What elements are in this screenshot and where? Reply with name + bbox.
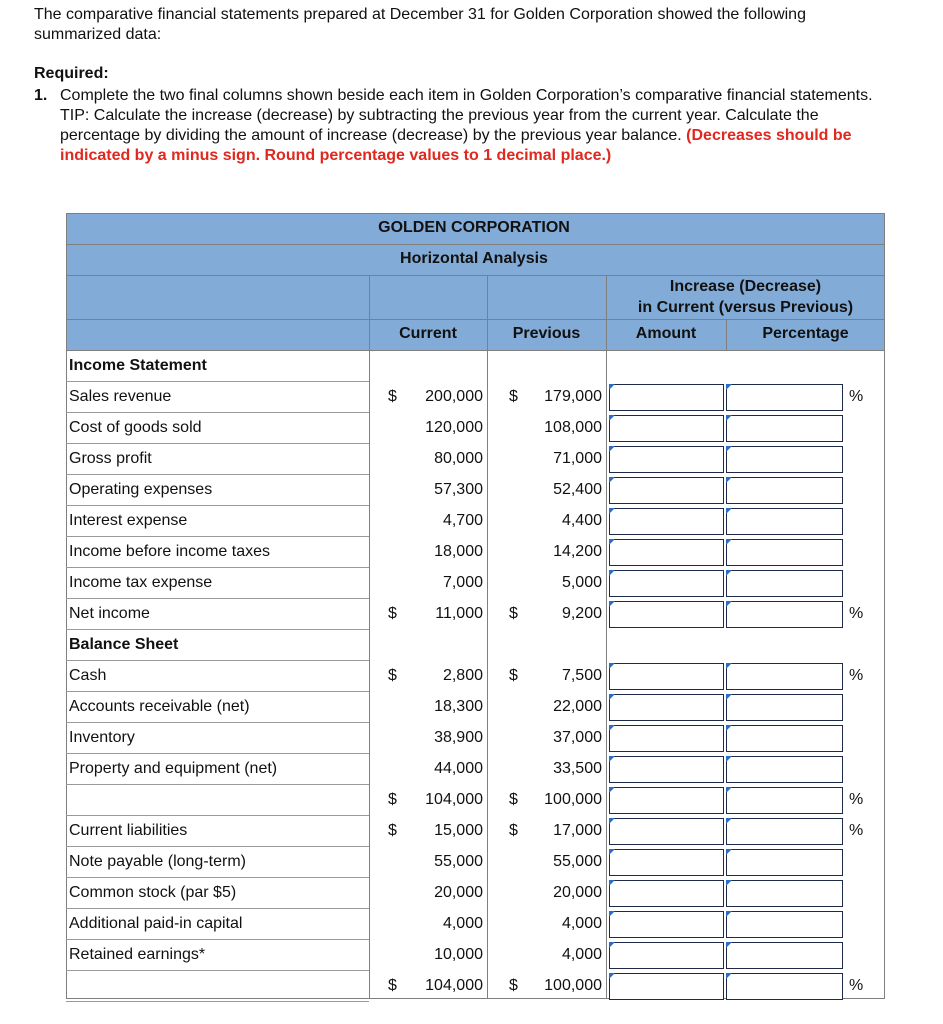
input-marker-icon	[726, 539, 732, 545]
section-row	[66, 351, 885, 382]
col-previous-header: Previous	[512, 325, 581, 342]
previous-value: 100,000	[544, 977, 602, 994]
current-value: 2,800	[442, 667, 483, 684]
table-row	[66, 816, 885, 847]
row-label: Operating expenses	[69, 481, 213, 498]
input-marker-icon	[726, 446, 732, 452]
table-row	[66, 847, 885, 878]
current-value: 44,000	[434, 760, 483, 777]
row-label: Note payable (long-term)	[69, 853, 246, 870]
amount-input[interactable]	[609, 570, 724, 597]
horizontal-analysis-table	[66, 213, 885, 999]
currency-symbol: $	[509, 667, 518, 684]
input-marker-icon	[726, 787, 732, 793]
required-instructions	[60, 86, 874, 166]
previous-value: 17,000	[553, 822, 602, 839]
percentage-input[interactable]	[726, 880, 843, 907]
current-value: 11,000	[435, 605, 483, 622]
table-row	[66, 537, 885, 568]
input-marker-icon	[726, 973, 732, 979]
amount-input[interactable]	[609, 725, 724, 752]
percent-sign: %	[849, 977, 864, 994]
input-marker-icon	[726, 849, 732, 855]
input-marker-icon	[726, 725, 732, 731]
input-marker-icon	[609, 446, 615, 452]
input-marker-icon	[726, 570, 732, 576]
current-value: 10,000	[434, 946, 483, 963]
previous-value: 5,000	[561, 574, 602, 591]
percentage-input[interactable]	[726, 477, 843, 504]
row-label: Income tax expense	[69, 574, 213, 591]
row-label: Cost of goods sold	[69, 419, 202, 436]
previous-value: 37,000	[553, 729, 602, 746]
section-row	[66, 630, 885, 661]
section-heading: Balance Sheet	[69, 636, 179, 653]
amount-input[interactable]	[609, 663, 724, 690]
required-number: 1.	[34, 87, 48, 104]
percentage-input[interactable]	[726, 601, 843, 628]
previous-value: 20,000	[553, 884, 602, 901]
current-value: 38,900	[434, 729, 483, 746]
input-marker-icon	[609, 663, 615, 669]
current-value: 55,000	[434, 853, 483, 870]
input-marker-icon	[726, 694, 732, 700]
input-marker-icon	[609, 756, 615, 762]
input-marker-icon	[609, 570, 615, 576]
currency-symbol: $	[509, 605, 518, 622]
header-divider	[66, 319, 885, 320]
percentage-input[interactable]	[726, 973, 843, 1000]
row-label: Current liabilities	[69, 822, 188, 839]
table-row	[66, 444, 885, 475]
row-label: Retained earnings*	[69, 946, 206, 963]
currency-symbol: $	[388, 791, 397, 808]
previous-value: 52,400	[553, 481, 602, 498]
percentage-input[interactable]	[726, 694, 843, 721]
row-label: Net income	[69, 605, 150, 622]
amount-input[interactable]	[609, 756, 724, 783]
input-marker-icon	[609, 849, 615, 855]
currency-symbol: $	[388, 667, 397, 684]
input-marker-icon	[726, 942, 732, 948]
percentage-input[interactable]	[726, 787, 843, 814]
currency-symbol: $	[388, 388, 397, 405]
previous-value: 100,000	[544, 791, 602, 808]
previous-value: 22,000	[553, 698, 602, 715]
required-item	[34, 86, 874, 166]
percent-sign: %	[849, 791, 864, 808]
current-value: 80,000	[434, 450, 483, 467]
percentage-input[interactable]	[726, 725, 843, 752]
previous-value: 33,500	[553, 760, 602, 777]
currency-symbol: $	[509, 822, 518, 839]
previous-value: 9,200	[561, 605, 602, 622]
percentage-input[interactable]	[726, 942, 843, 969]
input-marker-icon	[726, 508, 732, 514]
previous-value: 179,000	[544, 388, 602, 405]
input-marker-icon	[609, 818, 615, 824]
row-divider	[66, 1001, 369, 1002]
amount-input[interactable]	[609, 973, 724, 1000]
current-value: 20,000	[434, 884, 483, 901]
input-marker-icon	[609, 508, 615, 514]
percentage-input[interactable]	[726, 849, 843, 876]
current-value: 7,000	[442, 574, 483, 591]
amount-input[interactable]	[609, 942, 724, 969]
current-value: 57,300	[434, 481, 483, 498]
intro-text: The comparative financial statements prepared at December 31 for Golden Corporation showed the following summarized data:	[34, 6, 806, 43]
percent-sign: %	[849, 667, 864, 684]
current-value: 15,000	[434, 822, 483, 839]
percentage-input[interactable]	[726, 911, 843, 938]
amount-input[interactable]	[609, 911, 724, 938]
row-label: Cash	[69, 667, 107, 684]
input-marker-icon	[609, 384, 615, 390]
input-marker-icon	[609, 725, 615, 731]
col-amount-header: Amount	[635, 325, 697, 342]
previous-value: 7,500	[561, 667, 602, 684]
currency-symbol: $	[509, 977, 518, 994]
percentage-input[interactable]	[726, 415, 843, 442]
previous-value: 108,000	[544, 419, 602, 436]
table-row	[66, 723, 885, 754]
current-value: 120,000	[425, 419, 483, 436]
percentage-input[interactable]	[726, 446, 843, 473]
input-marker-icon	[609, 539, 615, 545]
percentage-input[interactable]	[726, 756, 843, 783]
table-row	[66, 475, 885, 506]
percent-sign: %	[849, 388, 864, 405]
previous-value: 55,000	[553, 853, 602, 870]
input-marker-icon	[726, 663, 732, 669]
row-label: Income before income taxes	[69, 543, 270, 560]
table-row	[66, 599, 885, 630]
row-label: Accounts receivable (net)	[69, 698, 250, 715]
analysis-title: Horizontal Analysis	[400, 250, 548, 267]
currency-symbol: $	[388, 977, 397, 994]
previous-value: 4,000	[561, 946, 602, 963]
current-value: 18,300	[434, 698, 483, 715]
previous-value: 71,000	[553, 450, 602, 467]
amount-input[interactable]	[609, 818, 724, 845]
currency-symbol: $	[388, 605, 397, 622]
currency-symbol: $	[388, 822, 397, 839]
table-row	[66, 754, 885, 785]
amount-input[interactable]	[609, 880, 724, 907]
row-label: Inventory	[69, 729, 135, 746]
input-marker-icon	[726, 880, 732, 886]
input-marker-icon	[609, 694, 615, 700]
input-marker-icon	[726, 756, 732, 762]
row-label: Common stock (par $5)	[69, 884, 237, 901]
input-marker-icon	[609, 787, 615, 793]
company-title: GOLDEN CORPORATION	[378, 219, 570, 236]
table-row	[66, 909, 885, 940]
input-marker-icon	[609, 477, 615, 483]
input-marker-icon	[726, 911, 732, 917]
input-marker-icon	[726, 818, 732, 824]
amount-input[interactable]	[609, 787, 724, 814]
row-label: Interest expense	[69, 512, 188, 529]
table-row	[66, 878, 885, 909]
input-marker-icon	[609, 911, 615, 917]
required-note: (Decreases should be indicated by a minus sign. Round percentage values to 1 decimal place.)	[60, 127, 852, 164]
currency-symbol: $	[509, 388, 518, 405]
table-row	[66, 568, 885, 599]
amount-input[interactable]	[609, 446, 724, 473]
header-divider	[66, 244, 885, 245]
amount-input[interactable]	[609, 477, 724, 504]
percentage-input[interactable]	[726, 539, 843, 566]
input-marker-icon	[726, 477, 732, 483]
current-value: 4,000	[442, 915, 483, 932]
percentage-input[interactable]	[726, 663, 843, 690]
current-value: 18,000	[434, 543, 483, 560]
amount-input[interactable]	[609, 849, 724, 876]
table-row	[66, 785, 885, 816]
previous-value: 4,400	[561, 512, 602, 529]
required-text: Complete the two final columns shown beside each item in Golden Corporation’s comparative financial statements. TIP: Calculate the increase (decrease) by subtracting the previous year from the current year. Calculate the percentage by dividing the amount of increase (decrease) by the previous year balance.	[60, 87, 873, 144]
table-row	[66, 692, 885, 723]
input-marker-icon	[726, 415, 732, 421]
amount-input[interactable]	[609, 508, 724, 535]
table-row	[66, 971, 885, 1002]
amount-input[interactable]	[609, 384, 724, 411]
table-row	[66, 661, 885, 692]
table-row	[66, 413, 885, 444]
amount-input[interactable]	[609, 694, 724, 721]
amount-input[interactable]	[609, 601, 724, 628]
percentage-input[interactable]	[726, 818, 843, 845]
current-value: 104,000	[425, 791, 483, 808]
input-marker-icon	[609, 415, 615, 421]
row-label: Gross profit	[69, 450, 152, 467]
col-current-header: Current	[399, 325, 457, 342]
percentage-input[interactable]	[726, 570, 843, 597]
table-row	[66, 940, 885, 971]
row-label: Sales revenue	[69, 388, 172, 405]
current-value: 104,000	[425, 977, 483, 994]
percent-sign: %	[849, 605, 864, 622]
section-heading: Income Statement	[69, 357, 207, 374]
input-marker-icon	[609, 973, 615, 979]
input-marker-icon	[726, 601, 732, 607]
previous-value: 4,000	[561, 915, 602, 932]
currency-symbol: $	[509, 791, 518, 808]
input-marker-icon	[609, 880, 615, 886]
row-label: Property and equipment (net)	[69, 760, 278, 777]
table-row	[66, 382, 885, 413]
percentage-input[interactable]	[726, 508, 843, 535]
row-label: Additional paid-in capital	[69, 915, 243, 932]
current-value: 200,000	[425, 388, 483, 405]
group-header-line2: in Current (versus Previous)	[637, 299, 854, 316]
percent-sign: %	[849, 822, 864, 839]
previous-value: 14,200	[553, 543, 602, 560]
header-divider	[66, 275, 885, 276]
input-marker-icon	[609, 601, 615, 607]
amount-input[interactable]	[609, 415, 724, 442]
percentage-input[interactable]	[726, 384, 843, 411]
required-heading: Required:	[34, 65, 109, 82]
input-marker-icon	[609, 942, 615, 948]
table-row	[66, 506, 885, 537]
amount-input[interactable]	[609, 539, 724, 566]
input-marker-icon	[726, 384, 732, 390]
col-percentage-header: Percentage	[762, 325, 849, 342]
current-value: 4,700	[442, 512, 483, 529]
group-header-line1: Increase (Decrease)	[669, 278, 822, 295]
